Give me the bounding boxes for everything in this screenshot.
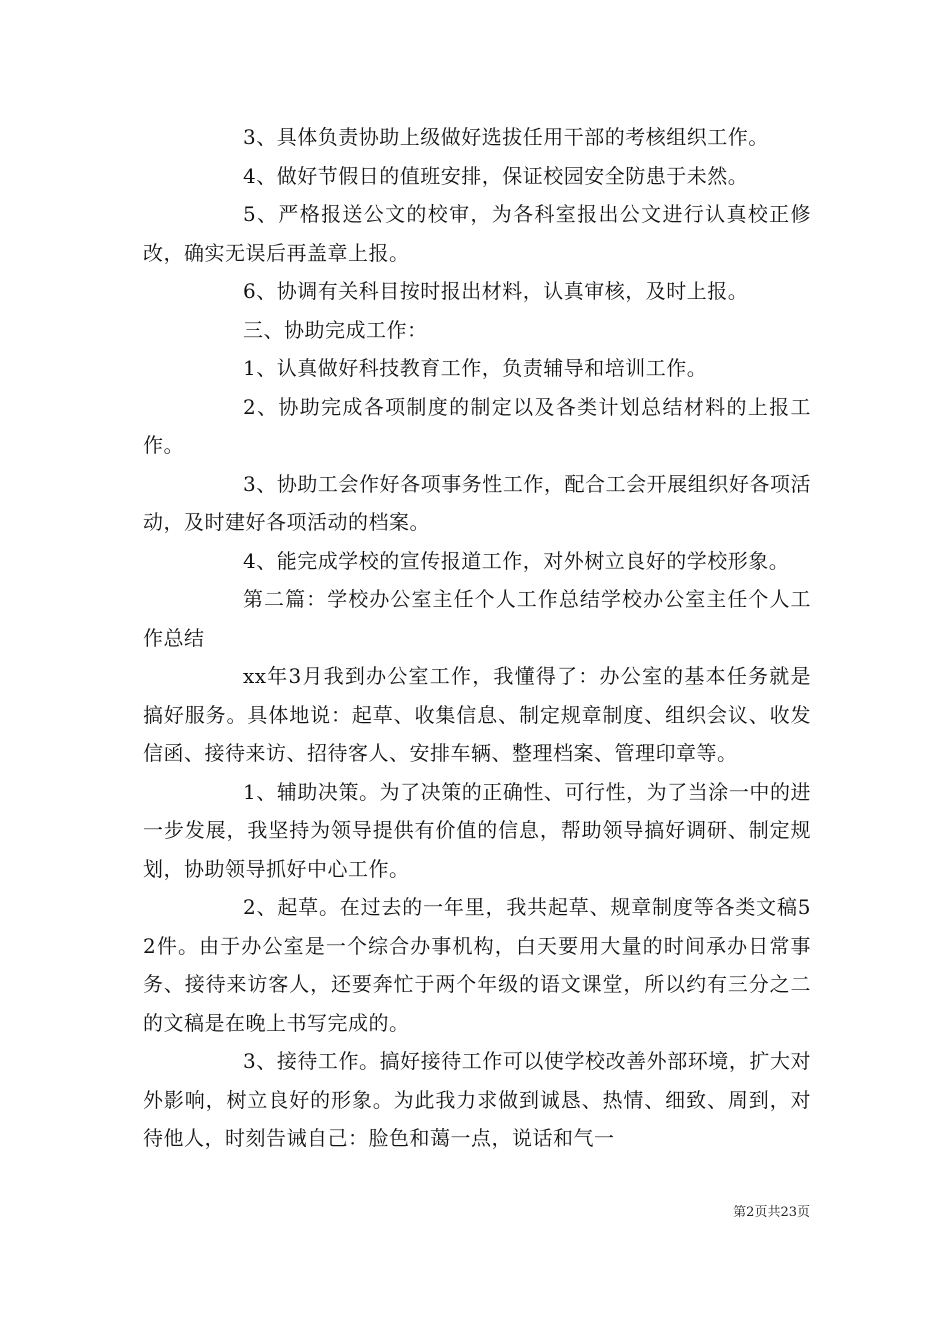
paragraph: 4、能完成学校的宣传报道工作，对外树立良好的学校形象。 <box>243 548 790 573</box>
paragraph: 2、协助完成各项制度的制定以及各类计划总结材料的上报工作。 <box>143 394 811 457</box>
paragraph: 3、接待工作。搞好接待工作可以使学校改善外部环境，扩大对外影响，树立良好的形象。为此我力求做到诚恳、热情、细致、周到，对待他人，时刻告诫自己：脸色和蔼一点，说话和气一 <box>143 1049 811 1150</box>
paragraph: 6、协调有关科目按时报出材料，认真审核，及时上报。 <box>243 279 749 303</box>
chapter-title: 第二篇：学校办公室主任个人工作总结学校办公室主任个人工作总结 <box>143 587 811 650</box>
paragraph: 5、严格报送公文的校审，为各科室报出公文进行认真校正修改，确实无误后再盖章上报。 <box>143 202 811 265</box>
section-heading: 三、协助完成工作： <box>243 317 428 342</box>
paragraph: 1、认真做好科技教育工作，负责辅导和培训工作。 <box>243 356 708 380</box>
paragraph: 3、协助工会作好各项事务性工作，配合工会开展组织好各项活动，及时建好各项活动的档案。 <box>143 471 811 534</box>
paragraph: xx年3月我到办公室工作，我懂得了：办公室的基本任务就是搞好服务。具体地说：起草、收集信息、制定规章制度、组织会议、收发信函、接待来访、招待客人、安排车辆、整理档案、管理印章等。 <box>143 664 811 765</box>
paragraph: 1、辅助决策。为了决策的正确性、可行性，为了当涂一中的进一步发展，我坚持为领导提供有价值的信息，帮助领导搞好调研、制定规划，协助领导抓好中心工作。 <box>143 779 811 881</box>
document-body <box>143 118 811 1158</box>
paragraph: 4、做好节假日的值班安排，保证校园安全防患于未然。 <box>243 163 749 188</box>
page-number-footer: 第2页共23页 <box>733 1205 810 1220</box>
paragraph: 3、具体负责协助上级做好选拔任用干部的考核组织工作。 <box>243 125 769 149</box>
paragraph: 2、起草。在过去的一年里，我共起草、规章制度等各类文稿52件。由于办公室是一个综合办事机构，白天要用大量的时间承办日常事务、接待来访客人，还要奔忙于两个年级的语文课堂，所以约有三分之二的文稿是在晚上书写完成的。 <box>143 895 811 1035</box>
